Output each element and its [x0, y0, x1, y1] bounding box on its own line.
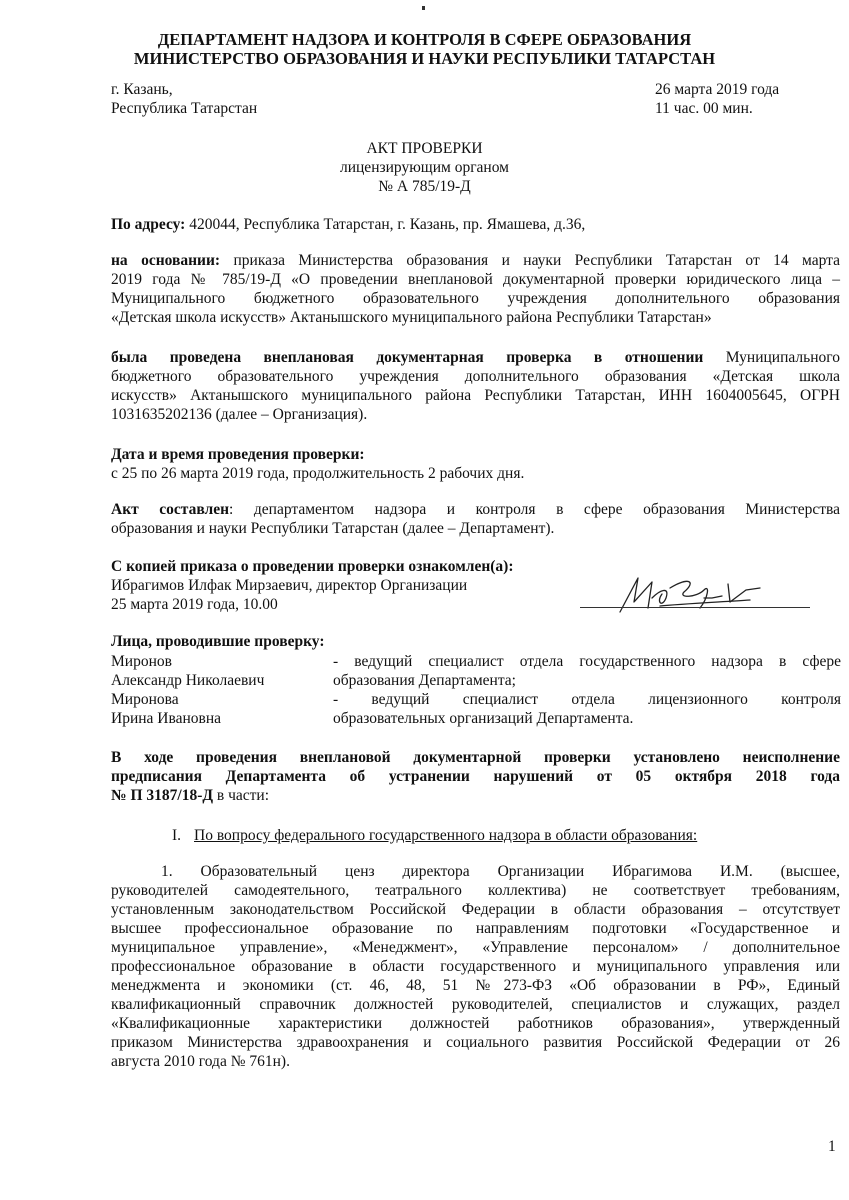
signature-icon	[600, 568, 790, 616]
item-1-line: менеджмента и экономики (ст. 46, 48, 51 №273-ФЗ «Об образовании в РФ», Единый	[111, 977, 840, 994]
item-1-line: 1. Образовательный ценз директора Организации Ибрагимова И.М. (высшее,	[161, 863, 840, 880]
item-1-line: профессиональное образование в области государственного и муниципального управления или	[111, 958, 840, 975]
address-text: 420044, Республика Татарстан, г. Казань, пр. Ямашева, д.36,	[185, 216, 586, 233]
item-1-line: муниципальное управление», «Менеджмент», «Управление персоналом» / дополнительное	[111, 939, 840, 956]
period-text: с 25 по 26 марта 2019 года, продолжительность 2 рабочих дня.	[111, 465, 525, 482]
compiled-line-1: : департаментом надзора и контроля в сфере образования Министерства	[229, 501, 840, 518]
compiled-line-2: образования и науки Республики Татарстан (далее – Департамент).	[111, 520, 555, 537]
inspection-label: была проведена внеплановая документарная проверка в отношении	[111, 349, 704, 366]
inspector-1-given: Александр Николаевич	[111, 672, 265, 689]
finding-line-1: В ходе проведения внеплановой документарной проверки установлено неисполнение	[111, 749, 840, 766]
inspection-line-2: бюджетного образовательного учреждения дополнительного образования «Детская школа	[111, 368, 840, 385]
basis-paragraph	[111, 251, 840, 327]
inspector-1-name	[111, 652, 331, 690]
basis-line-1: приказа Министерства образования и науки Республики Татарстан от 14 марта	[220, 252, 840, 269]
section-title	[172, 826, 697, 845]
section-number: I.	[172, 827, 182, 844]
address-paragraph	[111, 215, 840, 234]
period-label: Дата и время проведения проверки:	[111, 446, 365, 463]
finding-line-3-rest: в части:	[213, 787, 270, 804]
inspector-1-role-line-2: образования Департамента;	[333, 672, 516, 689]
item-1-line: руководителей самодеятельного, театрального коллектива) не соответствует требованиям,	[111, 882, 840, 899]
item-1-line: августа 2010 года № 761н).	[111, 1053, 290, 1070]
inspector-2-given: Ирина Ивановна	[111, 710, 222, 727]
act-number: № А 785/19-Д	[378, 178, 471, 195]
act-title-sub: лицензирующим органом	[339, 159, 509, 176]
acquainted-date: 25 марта 2019 года, 10.00	[111, 596, 278, 613]
item-1-paragraph	[111, 862, 840, 1071]
inspector-1-role-line-1: - ведущий специалист отдела государственного надзора в сфере	[333, 653, 841, 670]
inspection-line-4: 1031635202136 (далее – Организация).	[111, 406, 368, 423]
inspector-2-role-line-2: образовательных организаций Департамента.	[333, 710, 634, 727]
inspectors-label-row	[111, 632, 840, 651]
inspectors-label: Лица, проводившие проверку:	[111, 633, 325, 650]
inspector-1-surname: Миронов	[111, 653, 172, 670]
section-title-text: По вопросу федерального государственного надзора в области образования:	[194, 827, 698, 844]
finding-prescription-number: № П 3187/18-Д	[111, 787, 214, 804]
acquainted-label: С копией приказа о проведении проверки ознакомлен(а):	[111, 558, 514, 575]
inspection-line-1: Муниципального	[703, 349, 840, 366]
header-line-2: МИНИСТЕРСТВО ОБРАЗОВАНИЯ И НАУКИ РЕСПУБЛИКИ ТАТАРСТАН	[133, 49, 716, 68]
compiled-paragraph	[111, 500, 840, 538]
region: Республика Татарстан	[111, 100, 258, 117]
scan-mark	[422, 6, 425, 10]
item-1-line: установленным законодательством Российской Федерации в области образования – отсутствует	[111, 901, 840, 918]
act-date: 26 марта 2019 года	[655, 81, 780, 98]
inspection-line-3: искусств» Актанышского муниципального района Республики Татарстан, ИНН 1604005645, ОГРН	[111, 387, 840, 404]
inspector-2-role-line-1: - ведущий специалист отдела лицензионного контроля	[333, 691, 841, 708]
inspector-1-role	[333, 652, 841, 690]
inspector-2-surname: Миронова	[111, 691, 179, 708]
document-header	[0, 30, 849, 68]
item-1-line: приказом Министерства здравоохранения и социального развития Российской Федерации от 26	[111, 1034, 840, 1051]
inspector-2-name	[111, 690, 331, 728]
act-title-main: АКТ ПРОВЕРКИ	[366, 140, 483, 157]
item-1-line: квалификационный справочник должностей руководителей, специалистов и служащих, раздел	[111, 996, 840, 1013]
finding-line-2: предписания Департамента об устранении нарушений от 05 октября 2018 года	[111, 768, 840, 785]
inspector-2-role	[333, 690, 841, 728]
signature-line	[580, 607, 810, 608]
header-line-1: ДЕПАРТАМЕНТ НАДЗОРА И КОНТРОЛЯ В СФЕРЕ ОБРАЗОВАНИЯ	[157, 30, 692, 49]
datetime-block	[655, 80, 779, 118]
address-label: По адресу:	[111, 216, 186, 233]
item-1-line: высшее профессиональное образование по направлениям подготовки «Государственное и	[111, 920, 840, 937]
item-1-line: «Квалификационные характеристики должностей работников образования», утвержденный	[111, 1015, 840, 1032]
acquainted-name: Ибрагимов Илфак Мирзаевич, директор Организации	[111, 577, 468, 594]
basis-line-3: Муниципального бюджетного образовательного учреждения дополнительного образования	[111, 290, 840, 307]
compiled-label: Акт составлен	[111, 501, 230, 518]
inspection-paragraph	[111, 348, 840, 424]
basis-line-4: «Детская школа искусств» Актанышского муниципального района Республики Татарстан»	[111, 309, 712, 326]
city: г. Казань,	[111, 81, 173, 98]
period-paragraph	[111, 445, 840, 483]
finding-paragraph	[111, 748, 840, 805]
place-block	[111, 80, 257, 118]
page-number: 1	[828, 1138, 836, 1155]
act-time: 11 час. 00 мин.	[655, 100, 753, 117]
basis-line-2: 2019 года № 785/19-Д «О проведении внеплановой документарной проверки юридического лица –	[111, 271, 840, 288]
basis-label: на основании:	[111, 252, 221, 269]
act-title	[0, 139, 849, 196]
